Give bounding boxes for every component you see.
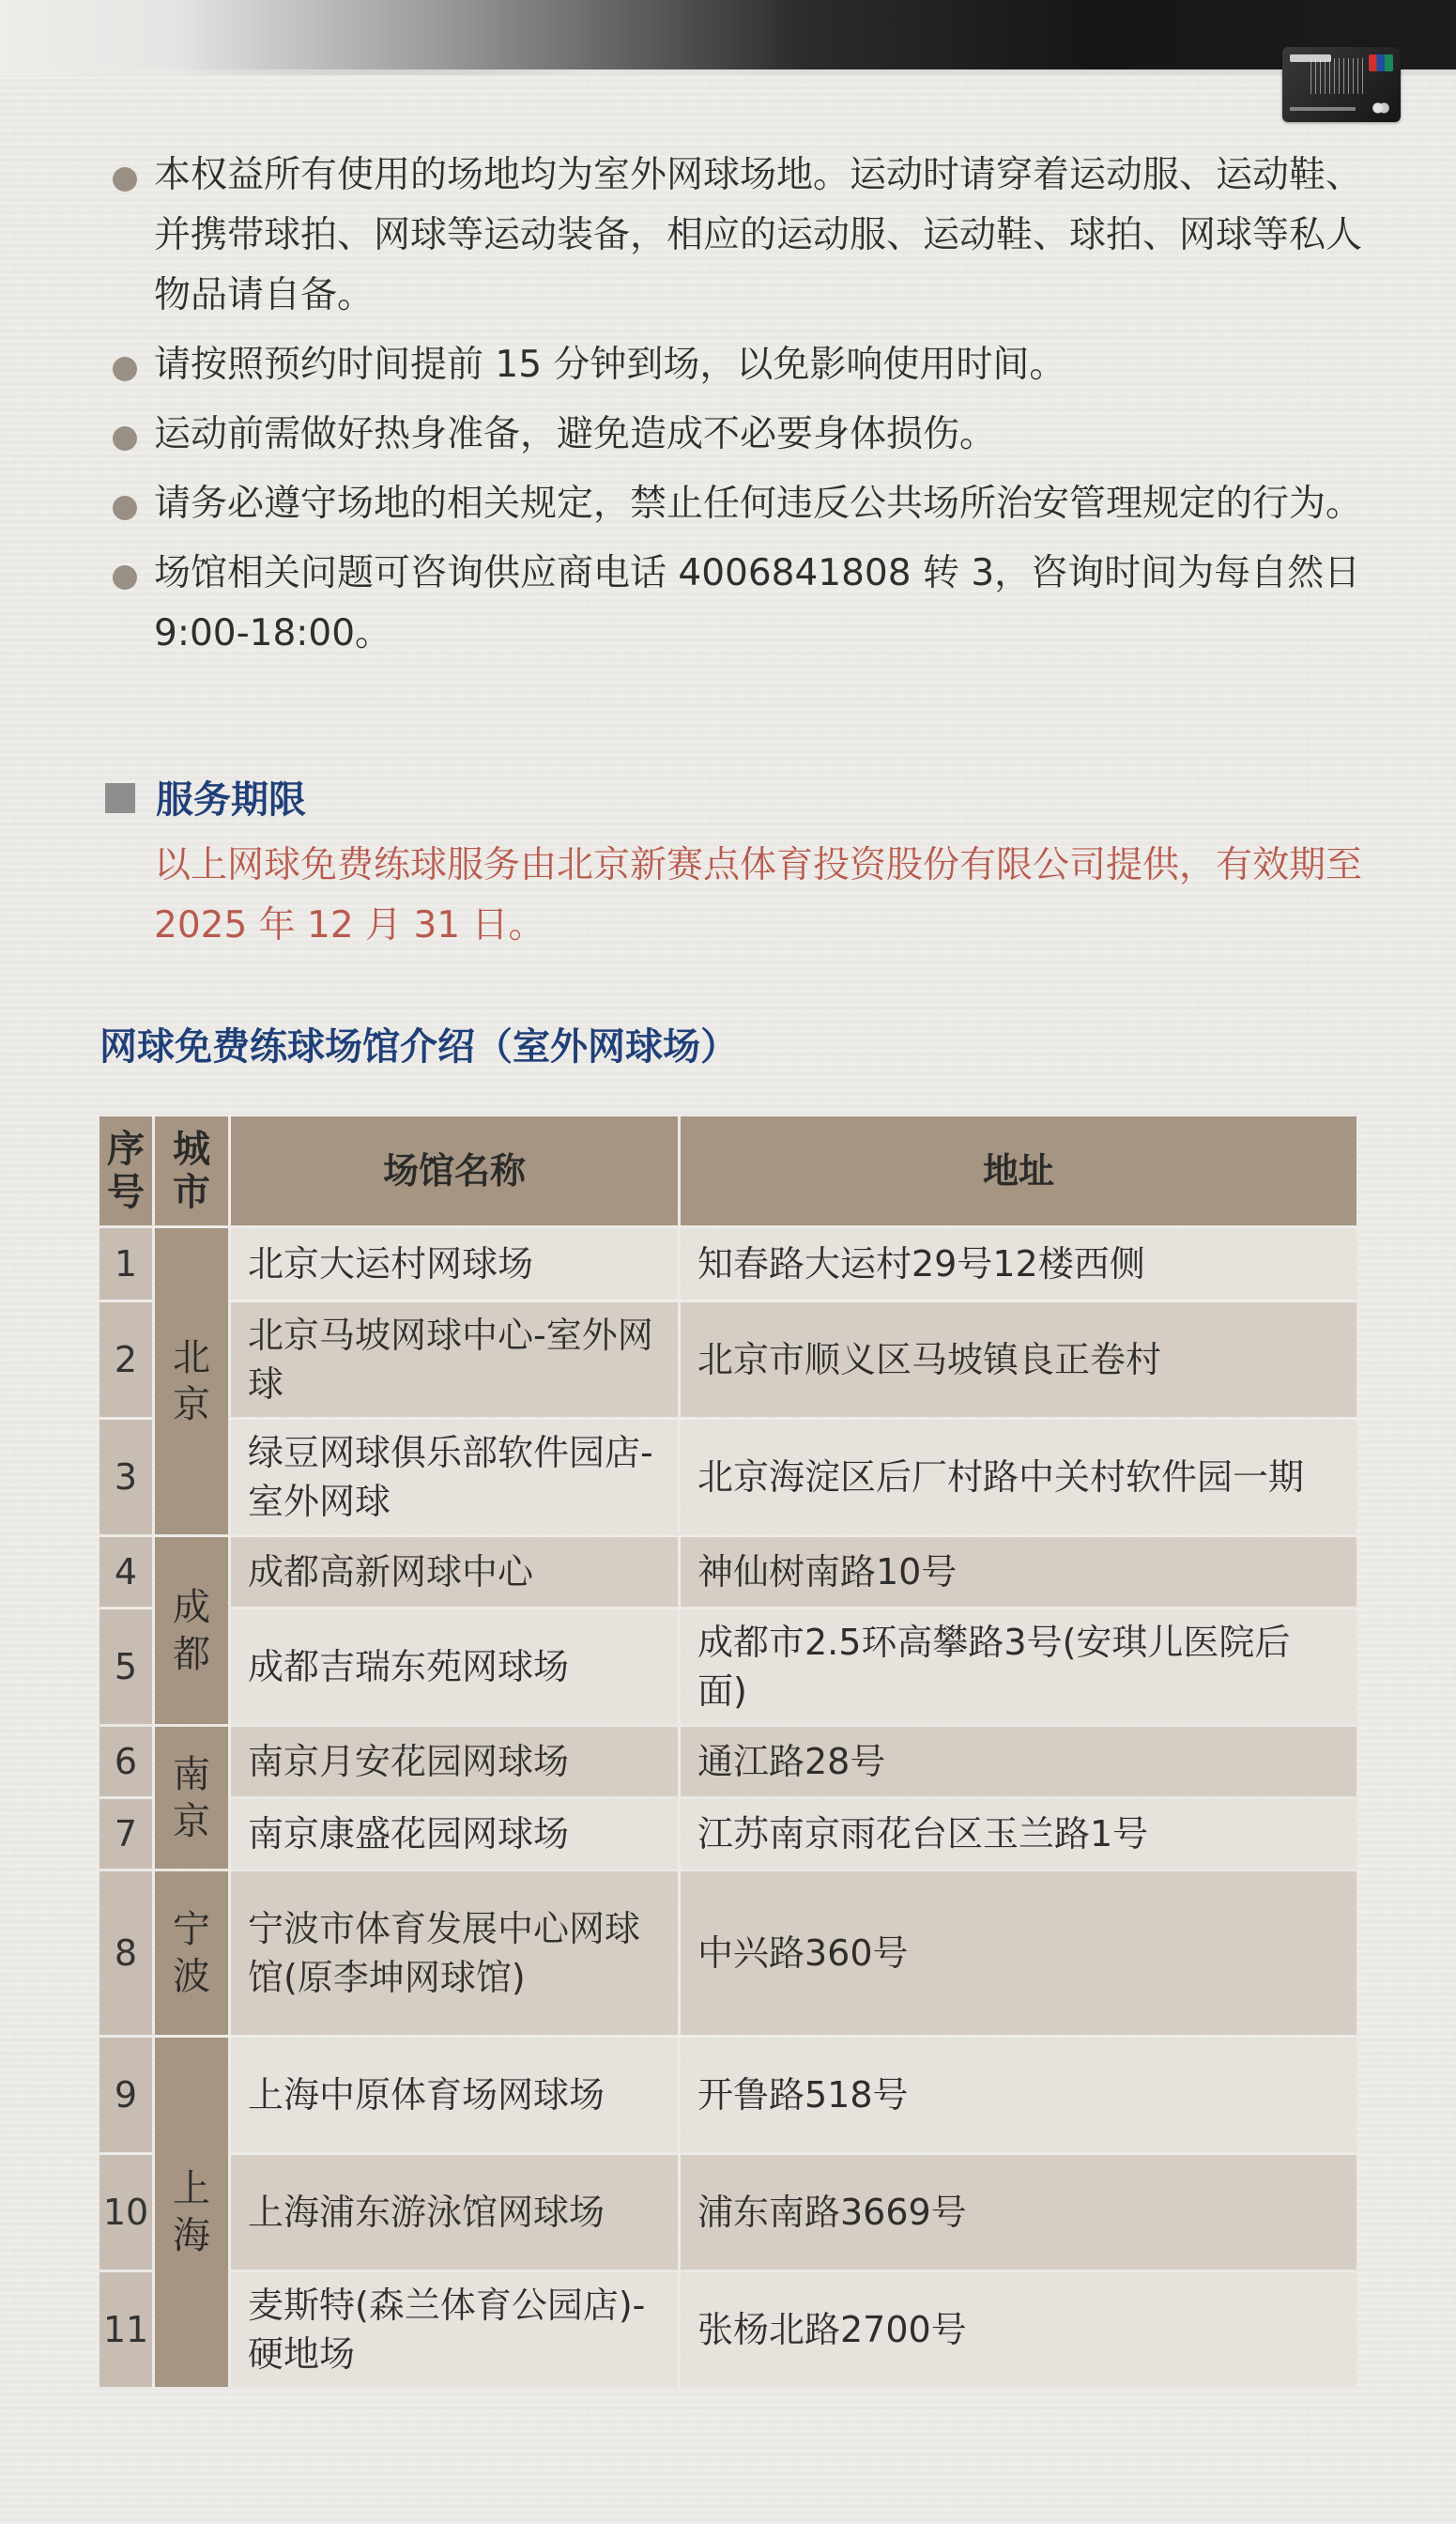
venue-name: 上海中原体育场网球场 — [231, 2038, 678, 2152]
table-row — [100, 1871, 1356, 2035]
header-name: 场馆名称 — [231, 1116, 678, 1225]
table-header-row — [100, 1116, 1356, 1225]
header-address: 地址 — [681, 1116, 1356, 1225]
bullet-icon — [113, 167, 137, 192]
row-city: 北京 — [155, 1228, 228, 1534]
venue-address: 江苏南京雨花台区玉兰路1号 — [681, 1799, 1356, 1869]
venue-address: 通江路28号 — [681, 1727, 1356, 1796]
service-period-heading: 服务期限 — [105, 772, 306, 828]
row-seq: 3 — [100, 1420, 152, 1534]
venue-name: 成都高新网球中心 — [231, 1537, 678, 1607]
notice-item: 请务必遵守场地的相关规定，禁止任何违反公共场所治安管理规定的行为。 — [111, 474, 1369, 534]
notice-list — [111, 146, 1369, 673]
row-city: 宁波 — [155, 1871, 228, 2035]
row-seq: 11 — [100, 2272, 152, 2387]
bullet-icon — [113, 565, 137, 590]
square-bullet-icon — [105, 783, 135, 813]
venue-name: 宁波市体育发展中心网球馆(原李坤网球馆) — [231, 1871, 678, 2035]
table-row — [100, 2272, 1356, 2387]
row-seq: 4 — [100, 1537, 152, 1607]
venue-table-title: 网球免费练球场馆介绍（室外网球场） — [100, 1025, 738, 1069]
unionpay-logo-icon — [1369, 54, 1393, 71]
table-row — [100, 1609, 1356, 1724]
venue-name: 上海浦东游泳馆网球场 — [231, 2155, 678, 2270]
table-row — [100, 1420, 1356, 1534]
table-row — [100, 1537, 1356, 1607]
table-row — [100, 1799, 1356, 1869]
row-seq: 7 — [100, 1799, 152, 1869]
table-row — [100, 1302, 1356, 1417]
header-seq: 序号 — [100, 1116, 152, 1225]
venue-address: 知春路大运村29号12楼西侧 — [681, 1228, 1356, 1300]
header-city: 城市 — [155, 1116, 228, 1225]
row-seq: 9 — [100, 2038, 152, 2152]
venue-name: 成都吉瑞东苑网球场 — [231, 1609, 678, 1724]
venue-name: 南京康盛花园网球场 — [231, 1799, 678, 1869]
table-row — [100, 2155, 1356, 2270]
row-seq: 1 — [100, 1228, 152, 1300]
row-seq: 2 — [100, 1302, 152, 1417]
notice-item: 本权益所有使用的场地均为室外网球场地。运动时请穿着运动服、运动鞋、并携带球拍、网球等运动装备，相应的运动服、运动鞋、球拍、网球等私人物品请自备。 — [111, 146, 1369, 326]
venue-name: 绿豆网球俱乐部软件园店-室外网球 — [231, 1420, 678, 1534]
row-seq: 10 — [100, 2155, 152, 2270]
venue-name: 北京马坡网球中心-室外网球 — [231, 1302, 678, 1417]
venue-address: 北京海淀区后厂村路中关村软件园一期 — [681, 1420, 1356, 1534]
row-city: 成都 — [155, 1537, 228, 1724]
table-row — [100, 1727, 1356, 1796]
venue-name: 北京大运村网球场 — [231, 1228, 678, 1300]
row-city: 上海 — [155, 2038, 228, 2387]
service-period-text: 以上网球免费练球服务由北京新赛点体育投资股份有限公司提供，有效期至 2025 年 12 月 31 日。 — [154, 844, 1363, 946]
venue-name: 麦斯特(森兰体育公园店)-硬地场 — [231, 2272, 678, 2387]
header-banner — [0, 0, 1456, 75]
row-seq: 6 — [100, 1727, 152, 1796]
bullet-icon — [113, 426, 137, 451]
table-row — [100, 2038, 1356, 2152]
notice-item: 场馆相关问题可咨询供应商电话 4006841808 转 3，咨询时间为每自然日 9:00-18:00。 — [111, 544, 1369, 664]
notice-item: 请按照预约时间提前 15 分钟到场，以免影响使用时间。 — [111, 335, 1369, 395]
venue-name: 南京月安花园网球场 — [231, 1727, 678, 1796]
venue-address: 开鲁路518号 — [681, 2038, 1356, 2152]
bullet-icon — [113, 357, 137, 381]
bank-card-image — [1282, 47, 1401, 122]
row-city: 南京 — [155, 1727, 228, 1869]
notice-item: 运动前需做好热身准备，避免造成不必要身体损伤。 — [111, 405, 1369, 465]
bullet-icon — [113, 496, 137, 520]
venue-address: 中兴路360号 — [681, 1871, 1356, 2035]
venue-address: 张杨北路2700号 — [681, 2272, 1356, 2387]
venue-address: 神仙树南路10号 — [681, 1537, 1356, 1607]
venue-address: 成都市2.5环高攀路3号(安琪儿医院后面) — [681, 1609, 1356, 1724]
venue-address: 北京市顺义区马坡镇良正卷村 — [681, 1302, 1356, 1417]
venue-table — [97, 1114, 1359, 2390]
row-seq: 5 — [100, 1609, 152, 1724]
row-seq: 8 — [100, 1871, 152, 2035]
table-row — [100, 1228, 1356, 1300]
venue-address: 浦东南路3669号 — [681, 2155, 1356, 2270]
